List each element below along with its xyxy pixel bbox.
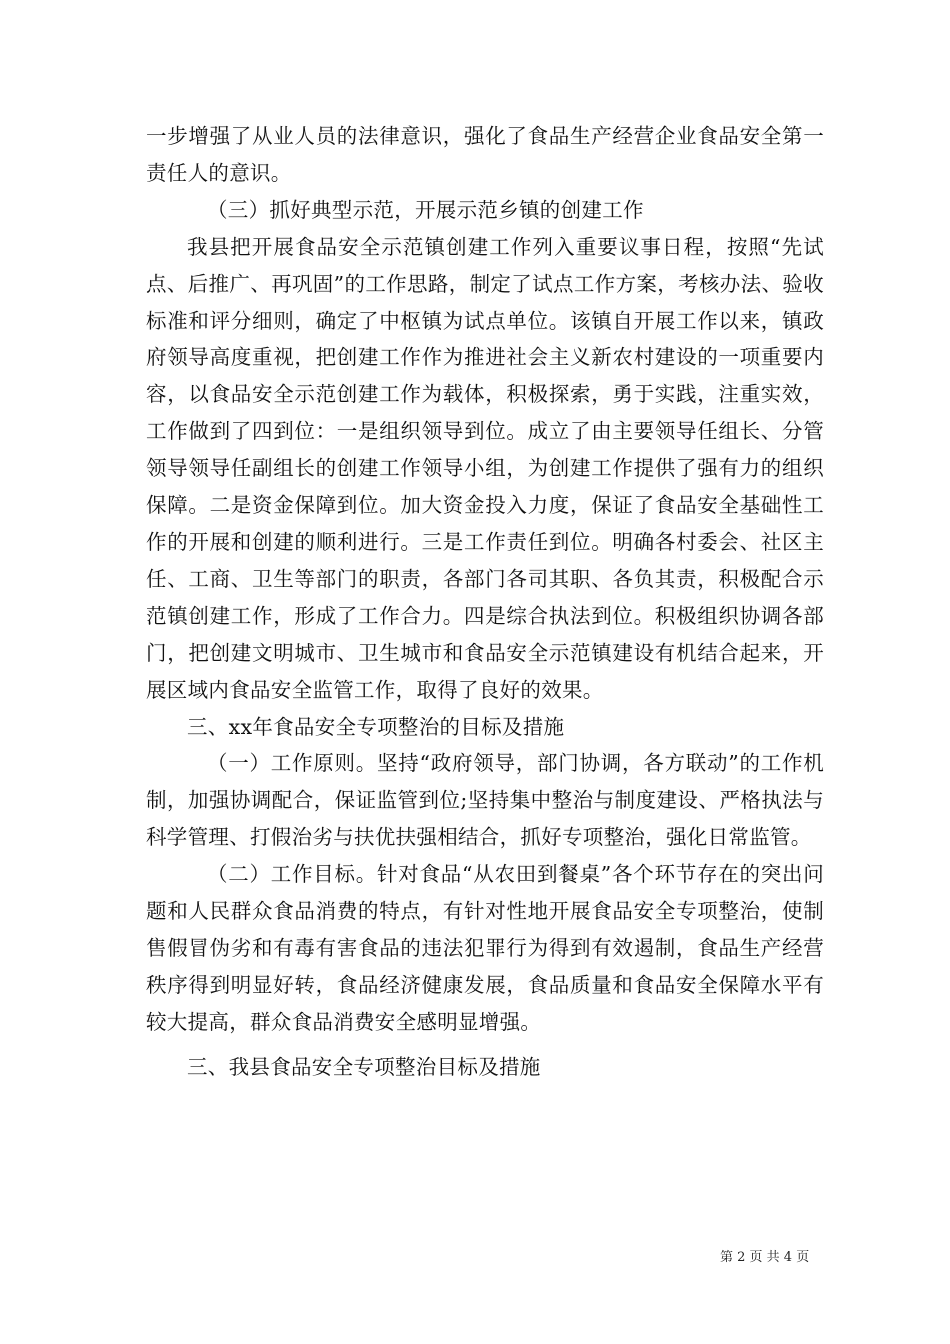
section-heading-county-goals: 三、我县食品安全专项整治目标及措施	[187, 1054, 541, 1079]
section-heading-goals-measures: 三、xx年食品安全专项整治的目标及措施	[187, 714, 565, 739]
paragraph-continuation: 一步增强了从业人员的法律意识，强化了食品生产经营企业食品安全第一责任人的意识。	[146, 124, 824, 185]
paragraph-work-principles: （一）工作原则。坚持“政府领导，部门协调，各方联动”的工作机制，加强协调配合，保证监管到位;坚持集中整治与制度建设、严格执法与科学管理、打假治劣与扶优扶强相结合，抓好专项整治，强化日常监管。	[146, 751, 824, 850]
section-heading-demonstration: （三）抓好典型示范，开展示范乡镇的创建工作	[207, 197, 644, 222]
document-body	[146, 118, 824, 1086]
paragraph-demonstration-town: 我县把开展食品安全示范镇创建工作列入重要议事日程，按照“先试点、后推广、再巩固”的工作思路，制定了试点工作方案，考核办法、验收标准和评分细则，确定了中枢镇为试点单位。该镇自开展工作以来，镇政府领导高度重视，把创建工作作为推进社会主义新农村建设的一项重要内容，以食品安全示范创建工作为载体，积极探索，勇于实践，注重实效，工作做到了四到位：一是组织领导到位。成立了由主要领导任组长、分管领导领导任副组长的创建工作领导小组，为创建工作提供了强有力的组织保障。二是资金保障到位。加大资金投入力度，保证了食品安全基础性工作的开展和创建的顺利进行。三是工作责任到位。明确各村委会、社区主任、工商、卫生等部门的职责，各部门各司其职、各负其责，积极配合示范镇创建工作，形成了工作合力。四是综合执法到位。积极组织协调各部门，把创建文明城市、卫生城市和食品安全示范镇建设有机结合起来，开展区域内食品安全监管工作，取得了良好的效果。	[146, 234, 824, 702]
paragraph-work-goals: （二）工作目标。针对食品“从农田到餐桌”各个环节存在的突出问题和人民群众食品消费的特点，有针对性地开展食品安全专项整治，使制售假冒伪劣和有毒有害食品的违法犯罪行为得到有效遏制，食品生产经营秩序得到明显好转，食品经济健康发展，食品质量和食品安全保障水平有较大提高，群众食品消费安全感明显增强。	[146, 862, 824, 1034]
page-number: 第 2 页 共 4 页	[720, 1250, 810, 1265]
